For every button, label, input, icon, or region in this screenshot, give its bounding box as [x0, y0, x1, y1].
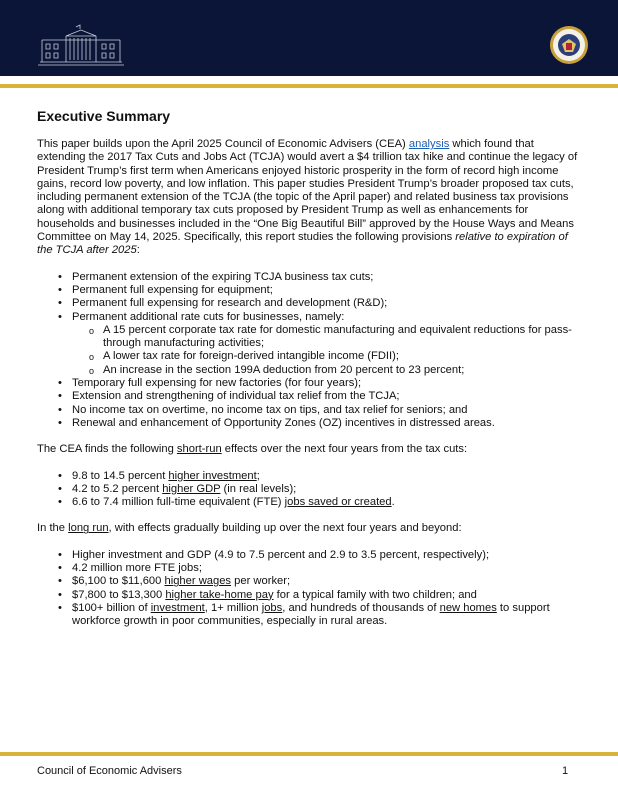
list-item: • Permanent full expensing for equipment; [72, 284, 585, 297]
list-item: • 4.2 to 5.2 percent higher GDP (in real levels); [72, 483, 585, 496]
sub-list-item: o A 15 percent corporate tax rate for domestic manufacturing and equivalent reductions for pass-through manufacturing activities; [103, 324, 585, 351]
list-item: • Extension and strengthening of individual tax relief from the TCJA; [72, 390, 585, 403]
short-run-list [37, 470, 585, 510]
list-item: • Permanent full expensing for research and development (R&D); [72, 297, 585, 310]
long-run-list [37, 549, 585, 629]
list-item: • 9.8 to 14.5 percent higher investment; [72, 470, 585, 483]
cea-seal-icon [549, 25, 589, 65]
long-run-paragraph: In the long run, with effects gradually building up over the next four years and beyond: [37, 522, 462, 535]
list-item: • $7,800 to $13,300 higher take-home pay for a typical family with two children; and [72, 589, 585, 602]
rate-cuts-sublist [72, 324, 585, 377]
page-number: 1 [562, 765, 569, 777]
section-title: Executive Summary [37, 108, 171, 124]
list-item: • No income tax on overtime, no income tax on tips, and tax relief for seniors; and [72, 404, 585, 417]
analysis-link[interactable]: analysis [408, 138, 450, 150]
gold-divider-top [0, 84, 618, 88]
gold-divider-bottom [0, 752, 618, 756]
list-item: • $100+ billion of investment, 1+ million jobs, and hundreds of thousands of new homes to support workforce growth in poor communities, especially in rural areas. [72, 602, 585, 629]
page-content [37, 108, 585, 642]
sub-list-item: o A lower tax rate for foreign-derived intangible income (FDII); [103, 350, 585, 363]
list-item: • 4.2 million more FTE jobs; [72, 562, 585, 575]
list-item: • Higher investment and GDP (4.9 to 7.5 percent and 2.9 to 3.5 percent, respectively); [72, 549, 585, 562]
footer-org: Council of Economic Advisers [37, 765, 182, 777]
white-house-logo-icon [36, 22, 126, 68]
list-item: • Permanent additional rate cuts for businesses, namely: o A 15 percent corporate tax rate for domestic manufacturing and equivalent reductions for pass-through manufacturing activities; o A lower tax rate for foreign-derived intangible income (FDII); o An increase in the section 199A deduction from 20 percent to 23 percent; [72, 311, 585, 377]
intro-paragraph: This paper builds upon the April 2025 Council of Economic Advisers (CEA) analysis which found that extending the 2017 Tax Cuts and Jobs Act (TCJA) would avert a $4 trillion tax hike and continue the legacy of President Trump’s first term when Americans enjoyed historic prosperity in the form of record high income gains, record low poverty, and low inflation. This paper studies President Trump’s broader proposed tax cuts, including permanent extension of the TCJA (the topic of the April paper) and related business tax provisions along with additional temporary tax cuts proposed by President Trump as well as enhancements for households and businesses included in the “One Big Beautiful Bill” approved by the House Ways and Means Committee on May 14, 2025. Specifically, this report studies the following provisions relative to expiration of the TCJA after 2025: [37, 138, 578, 257]
list-item: • Temporary full expensing for new factories (for four years); [72, 377, 585, 390]
long-run-term: long run [68, 522, 109, 535]
sub-list-item: o An increase in the section 199A deduction from 20 percent to 23 percent; [103, 364, 585, 377]
provisions-list [37, 271, 585, 431]
short-run-term: short-run [176, 443, 222, 456]
list-item: • $6,100 to $11,600 higher wages per worker; [72, 575, 585, 588]
page-header [0, 0, 618, 76]
short-run-paragraph: The CEA finds the following short-run effects over the next four years from the tax cuts: [37, 443, 468, 456]
list-item: • Permanent extension of the expiring TCJA business tax cuts; [72, 271, 585, 284]
list-item: • Renewal and enhancement of Opportunity Zones (OZ) incentives in distressed areas. [72, 417, 585, 430]
list-item: • 6.6 to 7.4 million full-time equivalent (FTE) jobs saved or created. [72, 496, 585, 509]
